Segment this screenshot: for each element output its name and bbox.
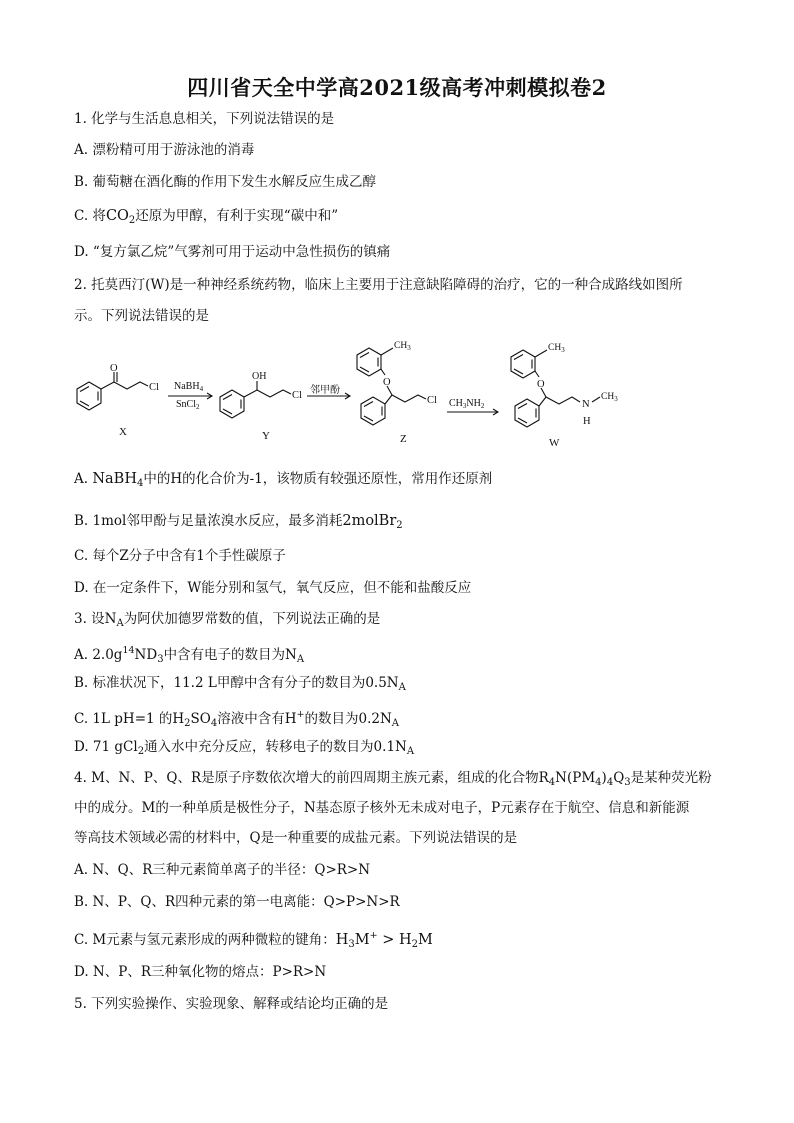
q1-c-suffix: 还原为甲醇，有利于实现“碳中和” [135,208,339,224]
q3-a-sub2: A [296,654,305,665]
compound-z-label: Z [400,433,407,445]
q3-stem-post: 为阿伏加德罗常数的值，下列说法正确的是 [123,611,381,627]
q3-a-mid2: 中含有电子的数目为N [163,647,297,663]
q4-c-f1b: M [354,932,370,948]
compound-w-label: W [549,437,560,449]
q1-c-prefix: C. 将 [74,208,106,224]
q3-c-pre: C. 1L pH=1 的H [74,711,185,727]
reagent-methylamine-nh: NH [466,398,481,409]
q4-c-gt: > [377,932,399,948]
reagent-nabh4-sub: 4 [199,385,204,393]
z-methyl-sub: 3 [407,344,411,352]
z-methyl-base: CH [394,341,408,351]
co2-formula [106,208,135,224]
q4-s1-post: 是某种荧光粉 [630,770,712,786]
bond-angle-formula [336,932,433,948]
reagent-methylamine-sub2: 2 [480,402,485,410]
w-amine-n: N [582,399,590,410]
q4-option-a: A. N、Q、R三种元素简单离子的半径：Q>R>N [74,862,371,878]
q3-c-sub3: A [391,718,400,729]
reagent-o-cresol: 邻甲酚 [310,385,340,396]
q4-stem-line2: 中的成分。M的一种单质是极性分子，N基态原子核外无未成对电子，P元素存在于航空、信息和新能源 [74,800,690,816]
q3-d-sub2: A [406,746,415,757]
br2-formula [342,513,402,529]
q3-c-sub2: 4 [210,718,218,729]
br2-base: 2molBr [342,513,397,529]
q3-c-mid2: 溶液中含有H [217,711,297,727]
q3-option-b [74,674,406,697]
q3-option-a [74,642,304,669]
x-cl: Cl [149,382,159,393]
q4-s1-pre: 4. M、N、P、Q、R是原子序数依次增大的前四周期主族元素，组成的化合物R [74,770,549,786]
w-methyl [548,343,565,354]
q3-d-mid: 通入水中充分反应，转移电子的数目为0.1N [144,739,407,755]
q2-stem-line2: 示。下列说法错误的是 [74,308,209,324]
q3-a-sub: 3 [157,654,164,665]
y-hydroxyl: OH [252,371,267,382]
reagent-nabh4-base: NaBH [174,381,200,392]
q3-stem-sub: A [116,618,124,629]
y-side-chain [244,390,291,397]
q3-c-mid: SO [190,711,211,727]
q5-stem: 5. 下列实验操作、实验现象、解释或结论均正确的是 [74,996,389,1012]
nabh4-subscript: 4 [136,478,144,489]
page-title: 四川省天全中学高2021级高考冲刺模拟卷2 [187,75,607,100]
reagent-nabh4 [174,381,204,393]
q4-s1-mid2: ) [601,770,607,786]
q2-a-suffix: 中的H的化合价为-1，该物质有较强还原性，常用作还原剂 [143,471,493,487]
q4-s1-sub3: 4 [606,777,614,788]
q3-c-mid3: 的数目为0.2N [304,711,392,727]
w-n-methyl-base: CH [601,392,615,402]
w-n-methyl-sub: 3 [614,395,618,403]
q4-c-f2b: M [418,932,433,948]
q4-s1-mid: N(PM [555,770,596,786]
z-cl: Cl [427,395,437,406]
reagent-methylamine-sub1: 3 [462,402,467,410]
w-methyl-base: CH [548,343,562,353]
q4-c-f2: H [399,932,412,948]
w-methyl-sub: 3 [561,346,565,354]
q4-s1-sub4: 3 [624,777,631,788]
q4-s1-sub2: 4 [595,777,602,788]
q1-option-c [74,207,338,230]
w-amine-h: H [583,416,591,427]
w-side-chain [539,397,580,406]
q1-option-d: D. “复方氯乙烷”气雾剂可用于运动中急性损伤的镇痛 [74,244,391,260]
w-ether-o: O [537,379,545,390]
z-side-chain [385,395,426,404]
q3-c-sub1: 2 [184,718,191,729]
q1-stem: 1. 化学与生活息息相关，下列说法错误的是 [74,111,335,127]
q1-option-a: A. 漂粉精可用于游泳池的消毒 [74,142,255,158]
reagent-sncl2 [176,399,200,411]
reagent-sncl2-base: SnCl [176,399,197,410]
q3-b-pre: B. 标准状况下，11.2 L甲醇中含有分子的数目为0.5N [74,675,399,691]
compound-y-label: Y [262,430,270,442]
q4-s1-sub1: 4 [548,777,556,788]
co2-formula-base: CO [105,208,129,224]
q1-option-b: B. 葡萄糖在酒化酶的作用下发生水解反应生成乙醇 [74,174,377,190]
q3-stem [74,610,380,633]
q3-d-sub1: 2 [137,746,145,757]
q3-a-mid: ND [134,647,158,663]
q2-option-c: C. 每个Z分子中含有1个手性碳原子 [74,548,286,564]
br2-subscript: 2 [396,520,403,531]
q3-option-d [74,738,414,761]
q4-c-f1-sub: 3 [348,939,355,950]
q3-d-pre: D. 71 gCl [74,739,138,755]
q2-option-a [74,470,492,493]
q2-option-d: D. 在一定条件下，W能分别和氢气，氧气反应，但不能和盐酸反应 [74,580,472,596]
q2-stem-line1: 2. 托莫西汀(W)是一种神经系统药物，临床上主要用于注意缺陷障碍的治疗，它的一种合成路线如图所 [74,277,683,293]
synthesis-scheme-diagram [60,334,660,456]
reagent-methylamine-ch: CH [449,398,463,409]
z-ether-o: O [383,377,391,388]
nabh4-base: NaBH [92,471,137,487]
x-side-chain [101,382,148,389]
q4-s1-mid3: Q [613,770,625,786]
q4-c-f1-sup: + [369,930,378,941]
z-methyl [394,341,411,352]
y-cl: Cl [292,390,302,401]
q4-c-pre: C. M元素与氢元素形成的两种微粒的键角： [74,932,336,948]
x-carbonyl-o: O [110,363,118,374]
q4-stem-line1 [74,769,712,792]
q3-a-pre: A. 2.0g [74,647,123,663]
q2-b-prefix: B. 1mol邻甲酚与足量浓溴水反应，最多消耗 [74,513,343,529]
q4-option-d: D. N、P、R三种氧化物的熔点：P>R>N [74,964,327,980]
q3-c-sup: + [296,709,305,720]
q4-c-f1: H [335,932,349,948]
q4-c-f2-sub: 2 [411,939,419,950]
q3-b-sub: A [398,682,406,693]
compound-x-label: X [119,426,127,438]
q3-a-sup: 14 [122,645,135,656]
q4-stem-line3: 等高技术领域必需的材料中，Q是一种重要的成盐元素。下列说法错误的是 [74,830,518,846]
w-n-methyl [601,392,618,403]
q3-stem-pre: 3. 设N [74,611,117,627]
q3-option-c [74,706,399,733]
co2-formula-subscript: 2 [128,215,136,226]
q2-option-b [74,512,403,535]
q2-a-prefix: A. [74,471,93,487]
nabh4-formula [92,471,143,487]
reagent-methylamine [449,398,485,410]
q4-option-b: B. N、P、Q、R四种元素的第一电离能：Q>P>N>R [74,894,400,910]
q4-option-c [74,927,433,954]
reagent-sncl2-sub: 2 [196,403,200,411]
